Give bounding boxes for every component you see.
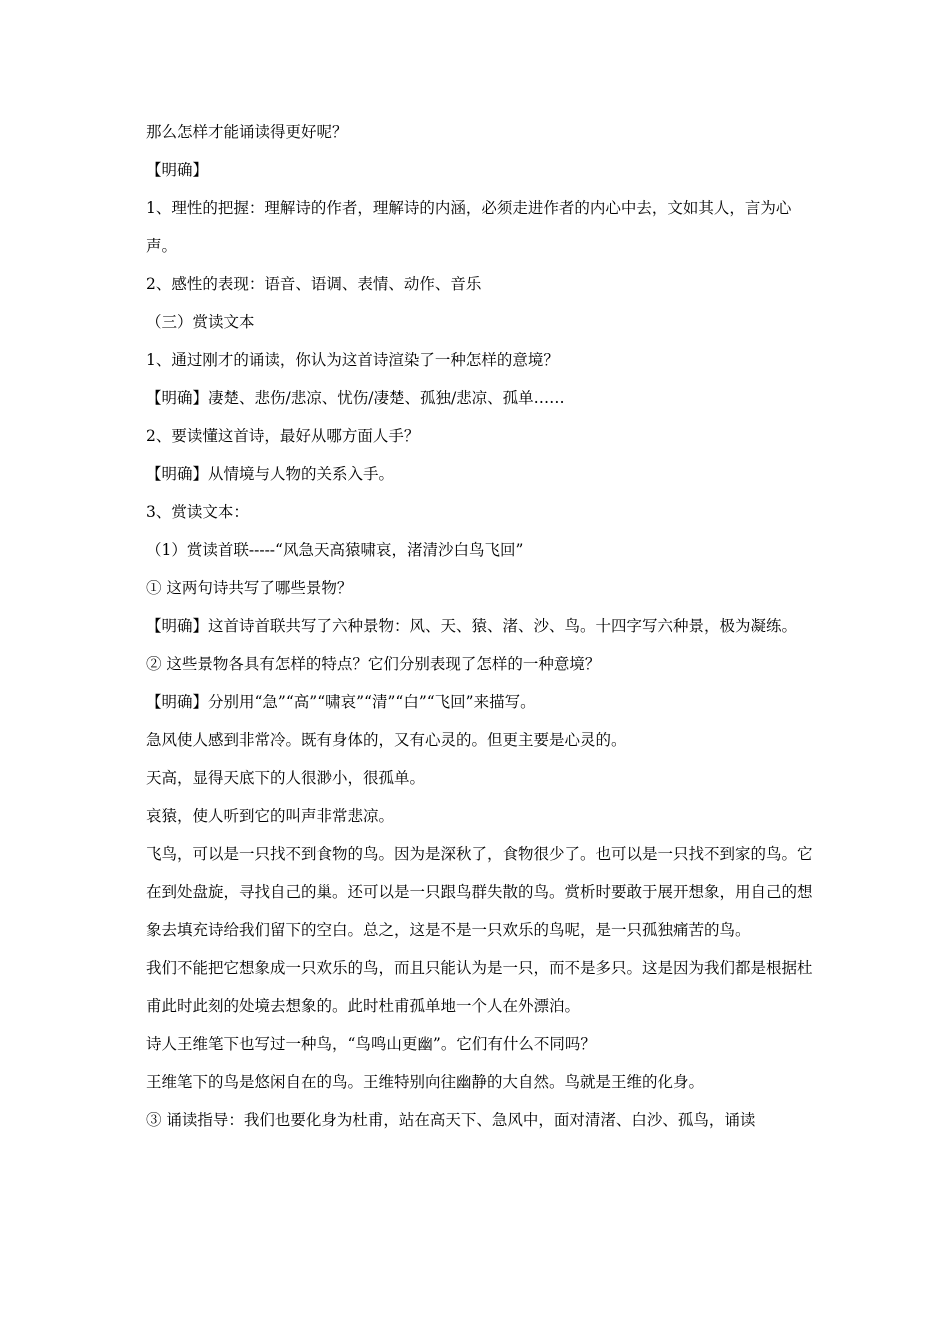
paragraph-bird: 飞鸟，可以是一只找不到食物的鸟。因为是深秋了，食物很少了。也可以是一只找不到家的鸟。它在到处盘旋，寻找自己的巢。还可以是一只跟鸟群失散的鸟。赏析时要敢于展开想象，用自己的想象去填充诗给我们留下的空白。总之，这是不是一只欢乐的鸟呢，是一只孤独痛苦的鸟。	[146, 845, 813, 939]
paragraph-sky: 天高，显得天底下的人很渺小，很孤单。	[146, 769, 426, 787]
paragraph-wangwei-question: 诗人王维笔下也写过一种鸟，“鸟鸣山更幽”。它们有什么不同吗？	[146, 1035, 596, 1053]
paragraph-q1: 1、通过刚才的诵读，你认为这首诗渲染了一种怎样的意境？	[146, 351, 559, 369]
paragraph-step3: 3、赏读文本：	[146, 503, 249, 521]
document-body	[146, 122, 816, 1130]
paragraph-ape: 哀猿，使人听到它的叫声非常悲凉。	[146, 807, 395, 825]
paragraph-wind: 急风使人感到非常冷。既有身体的，又有心灵的。但更主要是心灵的。	[146, 731, 627, 749]
paragraph-answer-label: 【明确】	[146, 161, 209, 179]
paragraph-sub2-answer: 【明确】分别用“急”“高”“啸哀”“清”“白”“飞回”来描写。	[146, 693, 536, 711]
paragraph-question: 那么怎样才能诵读得更好呢？	[146, 123, 348, 141]
paragraph-a1: 【明确】凄楚、悲伤/悲凉、忧伤/凄楚、孤独/悲凉、孤单……	[146, 389, 565, 407]
paragraph-q2: 2、要读懂这首诗，最好从哪方面人手？	[146, 427, 420, 445]
paragraph-sub3: ③ 诵读指导：我们也要化身为杜甫，站在高天下、急风中，面对清渚、白沙、孤鸟，诵读	[146, 1111, 756, 1129]
paragraph-perceptual: 2、感性的表现：语音、语调、表情、动作、音乐	[146, 275, 482, 293]
paragraph-wangwei-answer: 王维笔下的鸟是悠闲自在的鸟。王维特别向往幽静的大自然。鸟就是王维的化身。	[146, 1073, 705, 1091]
section-heading: （三）赏读文本	[146, 313, 255, 331]
paragraph-sub1: ① 这两句诗共写了哪些景物？	[146, 579, 353, 597]
paragraph-couplet: （1）赏读首联-----“风急天高猿啸哀，渚清沙白鸟飞回”	[146, 541, 524, 559]
paragraph-a2: 【明确】从情境与人物的关系入手。	[146, 465, 395, 483]
paragraph-sub1-answer: 【明确】这首诗首联共写了六种景物：风、天、猿、渚、沙、鸟。十四字写六种景，极为凝练。	[146, 617, 798, 635]
paragraph-sub2: ② 这些景物各具有怎样的特点？它们分别表现了怎样的一种意境？	[146, 655, 601, 673]
paragraph-bird-single: 我们不能把它想象成一只欢乐的鸟，而且只能认为是一只，而不是多只。这是因为我们都是根据杜甫此时此刻的处境去想象的。此时杜甫孤单地一个人在外漂泊。	[146, 959, 813, 1015]
paragraph-rational: 1、理性的把握：理解诗的作者，理解诗的内涵，必须走进作者的内心中去，文如其人，言为心声。	[146, 199, 792, 255]
